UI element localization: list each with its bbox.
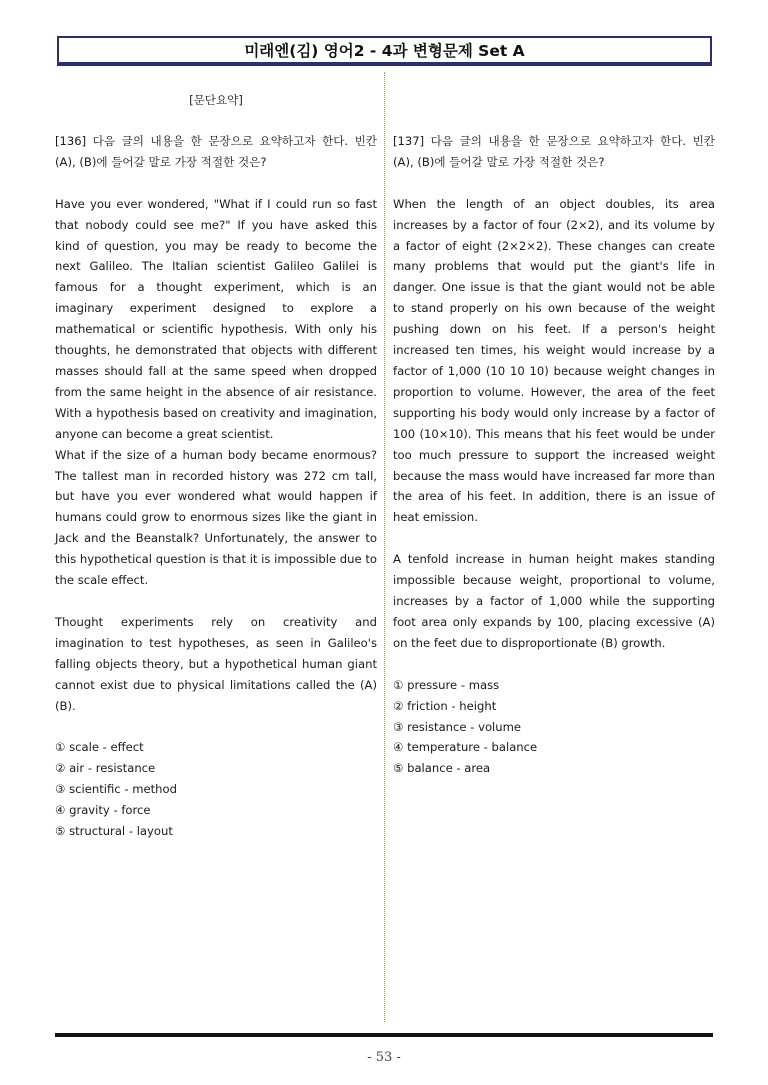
choice-137-1[interactable]: ① pressure - mass [393, 677, 500, 692]
page-number: - 53 - [367, 1050, 401, 1065]
footer-rule [55, 1033, 713, 1037]
section-label: [문단요약] [189, 93, 243, 107]
left-column [55, 90, 377, 842]
choice-136-4[interactable]: ④ gravity - force [55, 803, 151, 818]
passage-136-paragraph-2: What if the size of a human body became enormous? The tallest man in recorded history was 272 cm tall, but have you ever wondered what would happen if humans could grow to enormous sizes like the giant in Jack and the Beanstalk? Unfortunately, the answer to this hypothetical question is that it is impossible due to the scale effect. [55, 447, 377, 588]
summary-137: A tenfold increase in human height makes standing impossible because weight, proportional to volume, increases by a factor of 1,000 while the supporting foot area only expands by 100, placing excessive (A) on the feet due to disproportionate (B) growth. [393, 552, 715, 650]
passage-137: When the length of an object doubles, its area increases by a factor of four (2×2), and its volume by a factor of eight (2×2×2). These changes can create many problems that would put the giant's life in danger. One issue is that the giant would not be able to stand properly on his own because of the weight pushing down on his feet. If a person's height increased ten times, his weight would increase by a factor of 1,000 (10 10 10) because weight changes in proportion to volume. However, the area of the feet supporting his body would only increase by a factor of 100 (10×10). This means that his feet would be under too much pressure to support the increased weight because the mass would have increased far more than the area of his feet. In addition, there is an issue of heat emission. [393, 196, 715, 525]
choices-136 [55, 737, 377, 842]
choice-136-5[interactable]: ⑤ structural - layout [55, 824, 173, 839]
summary-136: Thought experiments rely on creativity and imagination to test hypotheses, as seen in Galileo's falling objects theory, but a hypothetical human giant cannot exist due to physical limitations called the (A) (B). [55, 614, 377, 713]
choice-136-3[interactable]: ③ scientific - method [55, 782, 177, 797]
passage-136-paragraph-1: Have you ever wondered, "What if I could run so fast that nobody could see me?" If you have asked this kind of question, you may be ready to become the next Galileo. The Italian scientist Galileo Galilei is famous for a thought experiment, which is an imaginary experiment designed to explore a mathematical or scientific hypothesis. With only his thoughts, he demonstrated that objects with different masses should fall at the same speed when dropped from the same height in the absence of air resistance. With a hypothesis based on creativity and imagination, anyone can become a great scientist. [55, 196, 377, 441]
column-divider [384, 72, 385, 1022]
page-title [57, 36, 712, 66]
choice-136-1[interactable]: ① scale - effect [55, 740, 144, 755]
choices-137 [393, 675, 715, 780]
choice-137-2[interactable]: ② friction - height [393, 698, 497, 713]
page-title-text: 미래엔(김) 영어2 - 4과 변형문제 Set A [244, 42, 525, 60]
question-137: [137] 다음 글의 내용을 한 문장으로 요약하고자 한다. 빈칸 (A), (B)에 들어갈 말로 가장 적절한 것은? [393, 133, 715, 169]
choice-137-4[interactable]: ④ temperature - balance [393, 740, 538, 755]
choice-136-2[interactable]: ② air - resistance [55, 761, 156, 776]
right-column [393, 90, 715, 779]
choice-137-5[interactable]: ⑤ balance - area [393, 761, 491, 776]
question-136: [136] 다음 글의 내용을 한 문장으로 요약하고자 한다. 빈칸 (A), (B)에 들어갈 말로 가장 적절한 것은? [55, 133, 377, 169]
choice-137-3[interactable]: ③ resistance - volume [393, 719, 522, 734]
